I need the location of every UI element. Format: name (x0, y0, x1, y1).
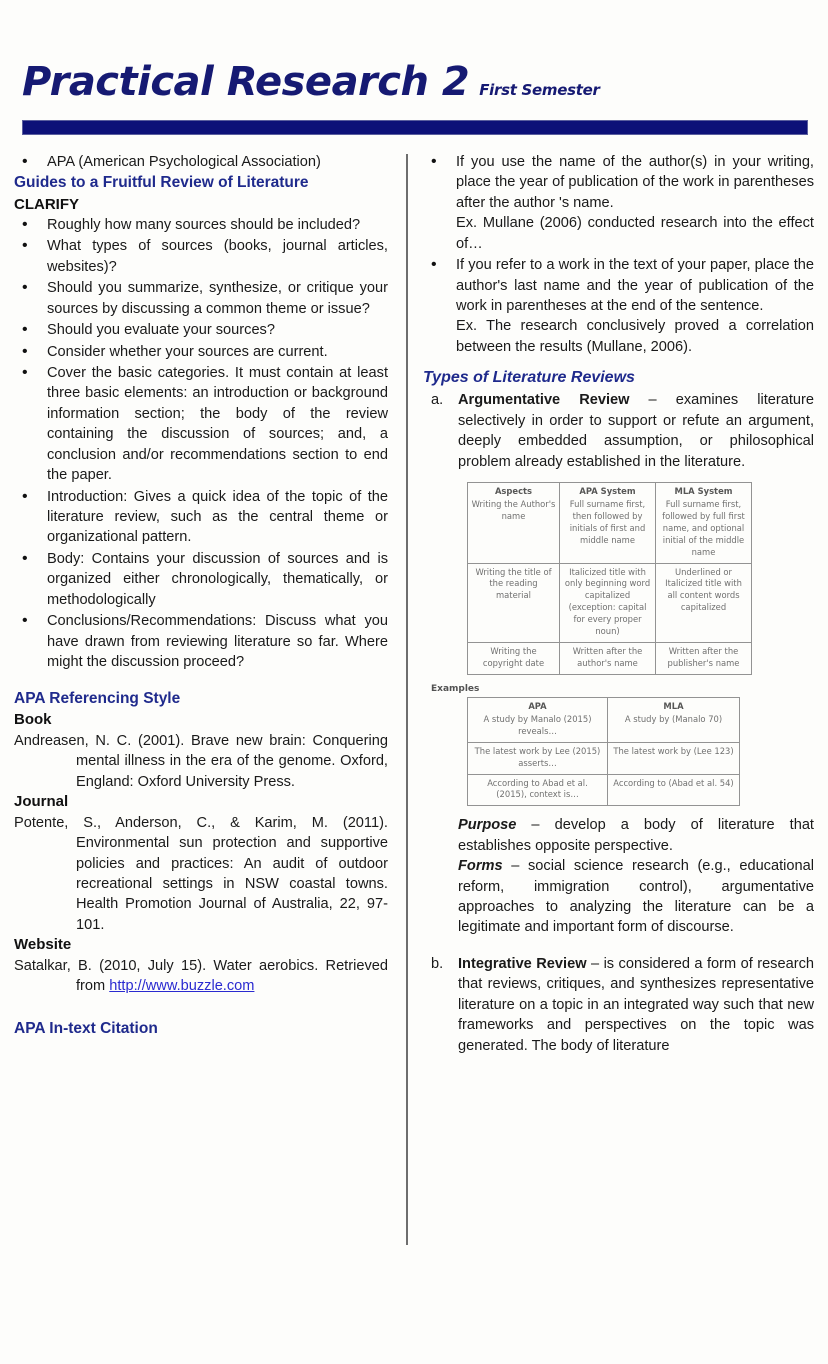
list-item: • What types of sources (books, journal articles, websites)? (14, 236, 388, 277)
table-cell: Writing the title of the reading material (468, 563, 560, 643)
column-divider-rule (406, 154, 408, 1245)
table-cell: A study by Manalo (2015) reveals… (468, 714, 608, 742)
intext-rule-text: If you refer to a work in the text of your paper, place the author's last name and the year of publication of the work in parentheses at the end of the sentence. (456, 257, 814, 314)
apa-acronym-list (14, 152, 388, 172)
table-row (468, 643, 752, 675)
table-cell: Full surname first, then followed by initials of first and middle name (560, 499, 656, 563)
list-item: • Conclusions/Recommendations: Discuss what you have drawn from reviewing literature so far. Where might the discussion proceed? (14, 611, 388, 672)
review-body: examines literature selectively in order to support or refute an argument, deeply embedded assumption, or philosophical problem already established in the literature. (458, 392, 814, 470)
forms-text: – social science research (e.g., educational reform, immigration control), argumentative approaches to analyzing the literature can be a legitimate and important form of discourse. (458, 858, 814, 936)
review-term: Integrative Review (458, 955, 587, 972)
document-title: Practical Research 2 (22, 59, 470, 105)
label-journal: Journal (14, 793, 69, 811)
review-dash: – (586, 955, 604, 972)
table-header-row (468, 697, 740, 713)
intext-example-text: Ex. The research conclusively proved a correlation between the results (Mullane, 2006). (456, 318, 814, 355)
reference-website (14, 956, 388, 997)
table-cell: According to Abad et al. (2015), context is… (468, 774, 608, 806)
table-row (468, 499, 752, 563)
document-subtitle: First Semester (479, 81, 600, 99)
list-item: • Body: Contains your discussion of sources and is organized either chronologically, thematically, or methodologically (14, 549, 388, 610)
list-item: • Should you evaluate your sources? (14, 320, 388, 340)
intext-citation-list (423, 152, 814, 357)
list-item-argumentative-review (423, 390, 814, 472)
table-cell: A study by (Manalo 70) (608, 714, 740, 742)
document-header (0, 0, 828, 105)
forms-label: Forms (458, 858, 503, 875)
table-header-cell: Aspects (468, 483, 560, 499)
apa-mla-comparison-table (467, 482, 752, 675)
table-row (468, 714, 740, 742)
forms-paragraph (458, 856, 814, 938)
list-item (423, 152, 814, 254)
list-item: • Introduction: Gives a quick idea of the topic of the literature review, such as the central theme or organizational pattern. (14, 487, 388, 548)
review-types-list-continued (423, 954, 814, 1056)
intext-example-text: Ex. Mullane (2006) conducted research into the effect of… (456, 215, 814, 252)
label-website: Website (14, 936, 72, 954)
list-item: • Consider whether your sources are current. (14, 342, 388, 362)
table-row (468, 742, 740, 774)
purpose-paragraph (458, 815, 814, 856)
table-cell: The latest work by (Lee 123) (608, 742, 740, 774)
table-cell: Written after the publisher's name (656, 643, 752, 675)
table-cell: Italicized title with only beginning word capitalized (exception: capital for every proper noun) (560, 563, 656, 643)
table-header-cell: MLA (608, 697, 740, 713)
apa-mla-comparison-table-image (423, 482, 814, 806)
list-item-integrative-review (423, 954, 814, 1056)
left-column (0, 152, 400, 1247)
purpose-label: Purpose (458, 817, 517, 834)
heading-guides-to-review: Guides to a Fruitful Review of Literature (14, 174, 309, 192)
table-cell: Full surname first, followed by full first name, and optional initial of the middle name (656, 499, 752, 563)
clarify-list (14, 215, 388, 672)
review-dash: – (629, 392, 676, 409)
table-cell: The latest work by Lee (2015) asserts… (468, 742, 608, 774)
list-item: • Roughly how many sources should be included? (14, 215, 388, 235)
right-column (413, 152, 828, 1247)
subheading-clarify: CLARIFY (14, 195, 79, 213)
list-item: • Cover the basic categories. It must contain at least three basic elements: an introduction or background information section; the body of the review containing the discussion of sources; and, a conclusion and/or recommendations section to end the paper. (14, 363, 388, 486)
table-cell: Writing the Author's name (468, 499, 560, 563)
list-item: • APA (American Psychological Association) (14, 152, 388, 172)
two-column-body (0, 152, 828, 1247)
table-header-row (468, 483, 752, 499)
examples-table (467, 697, 740, 806)
heading-apa-referencing-style: APA Referencing Style (14, 690, 181, 708)
table-cell: According to (Abad et al. 54) (608, 774, 740, 806)
table-cell: Underlined or Italicized title with all content words capitalized (656, 563, 752, 643)
column-divider (400, 152, 413, 1247)
list-item: • Should you summarize, synthesize, or critique your sources by discussing a common theme or issue? (14, 278, 388, 319)
reference-book: Andreasen, N. C. (2001). Brave new brain: Conquering mental illness in the era of the genome. Oxford, England: Oxford University Press. (14, 732, 388, 790)
review-types-list (423, 390, 814, 472)
buzzle-link[interactable]: http://www.buzzle.com (109, 978, 255, 995)
label-book: Book (14, 711, 52, 729)
heading-types-of-literature-reviews: Types of Literature Reviews (423, 369, 635, 387)
table-cell: Writing the copyright date (468, 643, 560, 675)
review-term: Argumentative Review (458, 392, 630, 409)
list-item (423, 255, 814, 357)
table-cell: Written after the author's name (560, 643, 656, 675)
examples-table-label: Examples (431, 683, 480, 694)
table-header-cell: APA (468, 697, 608, 713)
intext-rule-text: If you use the name of the author(s) in your writing, place the year of publication of the work in parentheses after the author 's name. (456, 154, 814, 211)
title-row (22, 59, 828, 105)
heading-apa-intext-citation: APA In-text Citation (14, 1019, 158, 1037)
table-header-cell: APA System (560, 483, 656, 499)
review-body: is considered a form of research that reviews, critiques, and synthesizes representative literature on a topic in an integrated way such that new frameworks and perspectives on the topic was generated. The body of literature (458, 955, 814, 1054)
table-header-cell: MLA System (656, 483, 752, 499)
reference-journal: Potente, S., Anderson, C., & Karim, M. (2011). Environmental sun protection and supportive policies and practices: An audit of outdoor recreational settings in NSW coastal towns. Health Promotion Journal of Australia, 22, 97- 101. (14, 814, 388, 933)
reference-website-text: Satalkar, B. (2010, July 15). Water aerobics. Retrieved from (14, 957, 388, 995)
table-row (468, 774, 740, 806)
table-row (468, 563, 752, 643)
purpose-text: – develop a body of literature that establishes opposite perspective. (458, 817, 814, 854)
header-rule-bar (22, 120, 808, 135)
